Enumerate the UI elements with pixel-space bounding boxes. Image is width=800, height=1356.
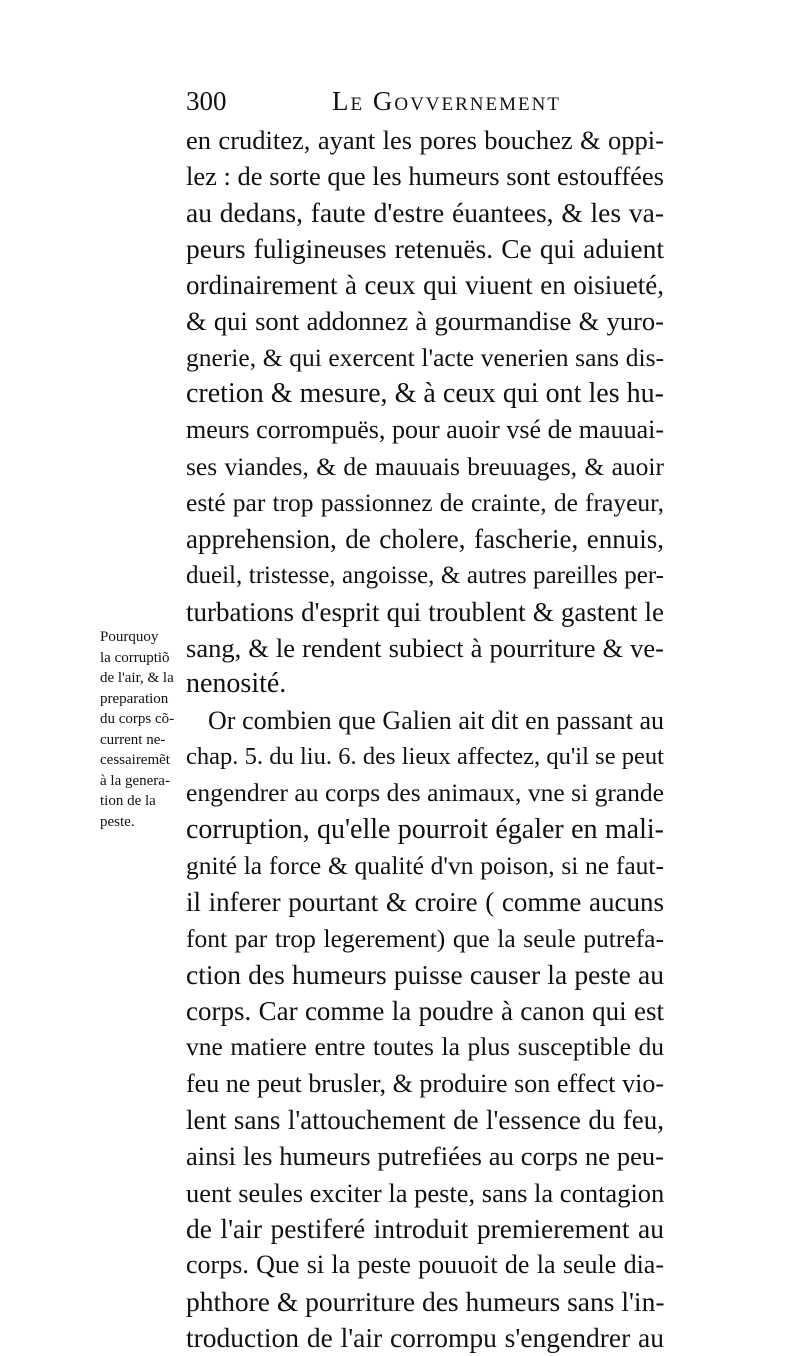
- text-line: & qui sont addonnez à gourmandise & yuro-: [186, 306, 664, 337]
- text-line: font par trop legerement) que la seule putrefa-: [186, 923, 664, 953]
- running-head: Le Govvernement: [332, 86, 561, 116]
- text-line: chap. 5. du liu. 6. des lieux affectez, qu'il se peut: [186, 743, 664, 771]
- text-line: apprehension, de cholere, fascherie, ennuis,: [186, 524, 664, 555]
- margin-note-line: peste.: [100, 813, 135, 830]
- text-line: lez : de sorte que les humeurs sont estouffées: [186, 161, 664, 192]
- text-line: vne matiere entre toutes la plus susceptible du: [186, 1032, 664, 1062]
- margin-note-line: à la genera-: [100, 772, 170, 789]
- text-line: corruption, qu'elle pourroit égaler en mali-: [186, 813, 664, 845]
- text-line: il inferer pourtant & croire ( comme aucuns: [186, 887, 664, 918]
- margin-note-line: Pourquoy: [100, 629, 159, 645]
- text-line: gnerie, & qui exercent l'acte venerien sans dis-: [186, 342, 664, 372]
- margin-note-line: preparation: [100, 690, 169, 707]
- text-line: en cruditez, ayant les pores bouchez & oppi-: [186, 125, 664, 155]
- text-line: ses viandes, & de mauuais breuuages, & auoir: [186, 451, 664, 481]
- text-line: troduction de l'air corrompu s'engendrer au: [186, 1321, 664, 1353]
- text-line: meurs corrompuës, pour auoir vsé de mauuai-: [186, 415, 664, 445]
- text-line: gnité la force & qualité d'vn poison, si ne faut-: [186, 850, 664, 880]
- margin-note-line: la corruptiõ: [100, 649, 170, 666]
- text-line: feu ne peut brusler, & produire son effect vio-: [186, 1068, 664, 1098]
- text-line: engendrer au corps des animaux, vne si grande: [186, 778, 664, 808]
- text-line: turbations d'esprit qui troublent & gastent le: [186, 596, 664, 627]
- text-line: lent sans l'attouchement de l'essence du feu,: [186, 1105, 664, 1136]
- text-line: au dedans, faute d'estre éuantees, & les va-: [186, 196, 664, 228]
- text-line: uent seules exciter la peste, sans la contagion: [186, 1177, 664, 1208]
- main-text-block: [186, 122, 664, 1356]
- text-line: cretion & mesure, & à ceux qui ont les hu-: [186, 378, 664, 410]
- text-line: dueil, tristesse, angoisse, & autres pareilles per-: [186, 561, 664, 589]
- margin-note-line: de l'air, & la: [100, 670, 174, 686]
- text-line: esté par trop passionnez de crainte, de frayeur,: [186, 487, 664, 517]
- text-line: ainsi les humeurs putrefiées au corps ne peu-: [186, 1141, 664, 1172]
- page-header: [186, 86, 656, 126]
- margin-note-line: cessairemẽt: [100, 752, 170, 768]
- text-line: ordinairement à ceux qui viuent en oisiueté,: [186, 270, 664, 301]
- margin-note-line: du corps cõ-: [100, 711, 175, 727]
- text-line: corps. Car comme la poudre à canon qui est: [186, 996, 664, 1027]
- margin-note-line: tion de la: [100, 793, 156, 809]
- text-line: sang, & le rendent subiect à pourriture & ve-: [186, 633, 664, 664]
- margin-note-line: current ne-: [100, 731, 166, 748]
- page-number: 300: [186, 86, 227, 116]
- text-line: nenosité.: [186, 668, 287, 700]
- paragraph-start-line: Or combien que Galien ait dit en passant au: [208, 705, 664, 735]
- text-line: peurs fuligineuses retenuës. Ce qui aduient: [186, 232, 664, 264]
- text-line: corps. Que si la peste pouuoit de la seule dia-: [186, 1250, 664, 1280]
- marginal-note: [100, 627, 184, 832]
- text-line: de l'air pestiferé introduit premierement au: [186, 1212, 664, 1244]
- text-line: phthore & pourriture des humeurs sans l'in-: [186, 1285, 664, 1317]
- text-line: ction des humeurs puisse causer la peste au: [186, 958, 664, 990]
